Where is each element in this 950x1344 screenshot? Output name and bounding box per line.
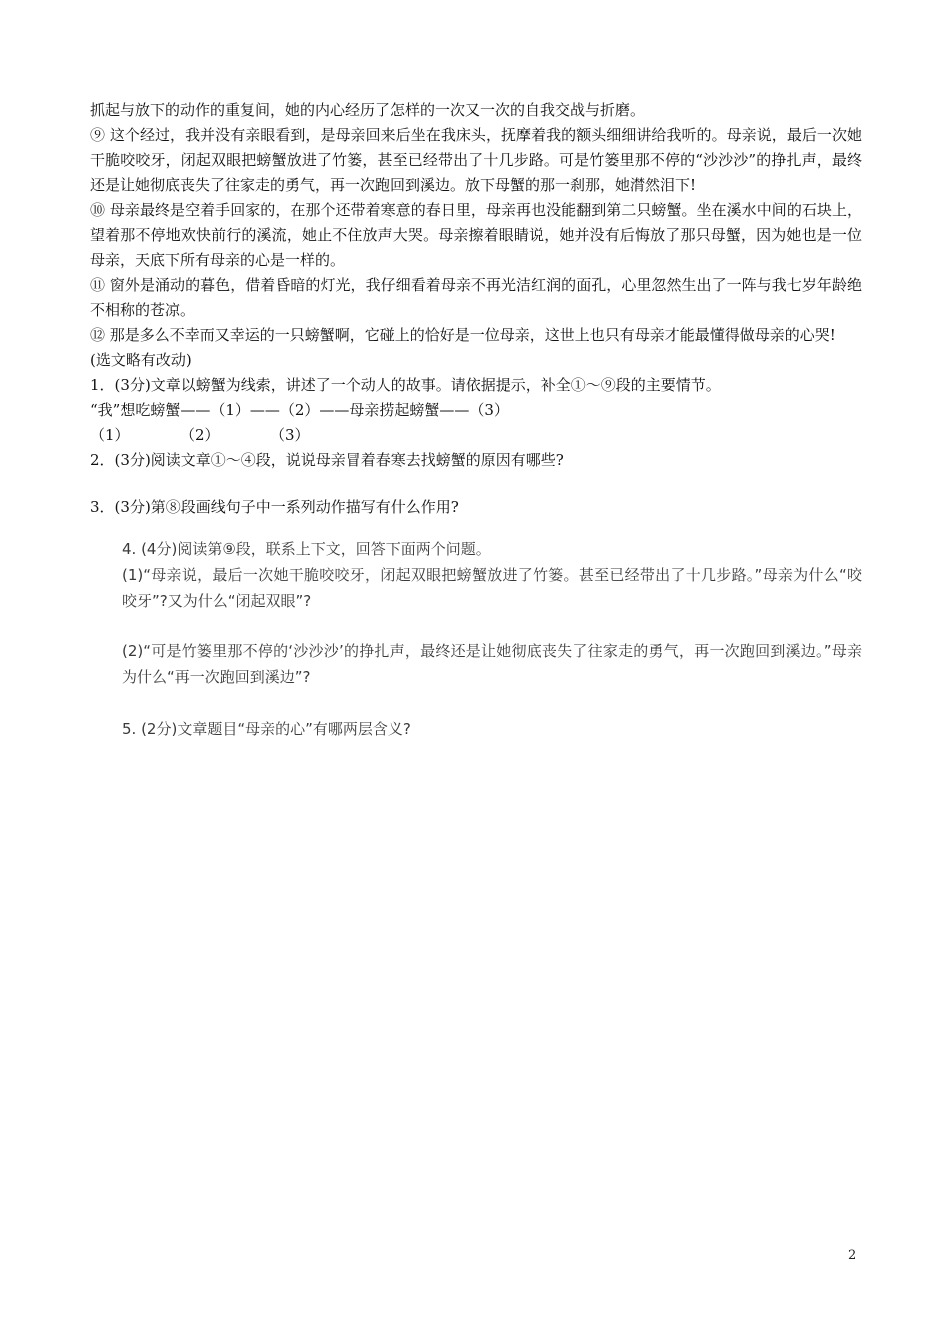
- document-body: [90, 98, 862, 742]
- scanned-question-block: [90, 536, 862, 742]
- question-1-chain: “我”想吃螃蟹——（1）——（2）——母亲捞起螃蟹——（3）: [90, 401, 509, 419]
- question-1-blanks: [90, 423, 862, 448]
- paragraph-12: ⑫ 那是多么不幸而又幸运的一只螃蟹啊，它碰上的恰好是一位母亲，这世上也只有母亲才能最懂得做母亲的心哭!: [90, 326, 836, 344]
- blank-2[interactable]: （2）: [180, 426, 220, 444]
- blank-1[interactable]: （1）: [90, 426, 130, 444]
- question-4-1: (1)“母亲说，最后一次她干脆咬咬牙，闭起双眼把螃蟹放进了竹篓。甚至已经带出了十几步路。”母亲为什么“咬咬牙”?又为什么“闭起双眼”?: [122, 566, 862, 610]
- question-4: 4. (4分)阅读第⑨段，联系上下文，回答下面两个问题。: [122, 540, 491, 558]
- question-2: 2．(3分)阅读文章①～④段，说说母亲冒着春寒去找螃蟹的原因有哪些?: [90, 451, 564, 469]
- page-number: 2: [848, 1248, 857, 1263]
- blank-3[interactable]: （3）: [270, 426, 310, 444]
- question-4-2: (2)“可是竹篓里那不停的‘沙沙沙’的挣扎声，最终还是让她彻底丧失了往家走的勇气，再一次跑回到溪边。”母亲为什么“再一次跑回到溪边”?: [122, 642, 862, 686]
- source-note: (选文略有改动): [90, 351, 192, 369]
- question-3: 3．(3分)第⑧段画线句子中一系列动作描写有什么作用?: [90, 498, 459, 516]
- question-5: 5. (2分)文章题目“母亲的心”有哪两层含义?: [122, 720, 411, 738]
- question-1: 1．(3分)文章以螃蟹为线索，讲述了一个动人的故事。请依据提示，补全①～⑨段的主要情节。: [90, 376, 721, 394]
- answer-space-2: [90, 473, 862, 495]
- answer-space-4-2: [90, 690, 862, 716]
- paragraph-10: ⑩ 母亲最终是空着手回家的，在那个还带着寒意的春日里，母亲再也没能翻到第二只螃蟹。坐在溪水中间的石块上，望着那不停地欢快前行的溪流，她止不住放声大哭。母亲擦着眼睛说，她并没有后悔放了那只母蟹，因为她也是一位母亲，天底下所有母亲的心是一样的。: [90, 201, 862, 269]
- paragraph-11: ⑪ 窗外是涌动的暮色，借着昏暗的灯光，我仔细看着母亲不再光洁红润的面孔，心里忽然生出了一阵与我七岁年龄绝不相称的苍凉。: [90, 276, 862, 319]
- answer-space-4-1: [90, 614, 862, 638]
- paragraph-continuation: 抓起与放下的动作的重复间，她的内心经历了怎样的一次又一次的自我交战与折磨。: [90, 101, 646, 119]
- paragraph-9: ⑨ 这个经过，我并没有亲眼看到，是母亲回来后坐在我床头，抚摩着我的额头细细讲给我听的。母亲说，最后一次她干脆咬咬牙，闭起双眼把螃蟹放进了竹篓，甚至已经带出了十几步路。可是竹篓里那不停的“沙沙沙”的挣扎声，最终还是让她彻底丧失了往家走的勇气，再一次跑回到溪边。放下母蟹的那一刹那，她潸然泪下!: [90, 126, 862, 194]
